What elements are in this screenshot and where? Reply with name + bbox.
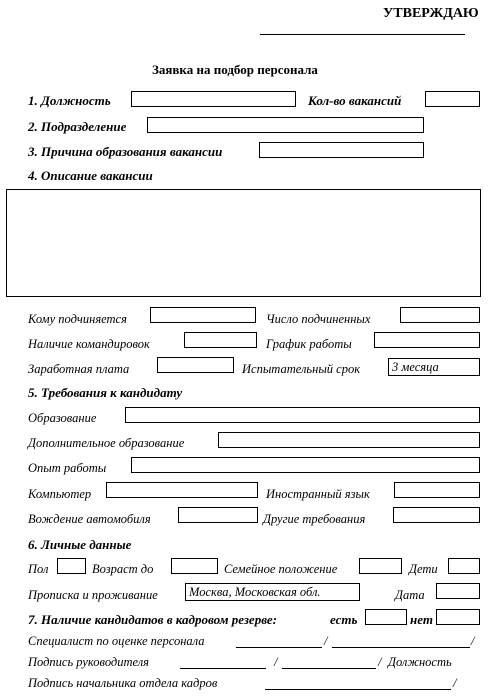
subordinates-field[interactable]	[400, 307, 480, 323]
schedule-field[interactable]	[374, 332, 480, 348]
vacancies-count-label: Кол-во вакансий	[308, 93, 402, 108]
position-label: 1. Должность	[28, 93, 111, 108]
marital-status-label: Семейное положение	[224, 562, 338, 576]
vacancies-count-field[interactable]	[425, 91, 480, 107]
education-label: Образование	[28, 411, 97, 425]
residence-field[interactable]: Москва, Московская обл.	[185, 583, 360, 601]
foreign-language-label: Иностранный язык	[266, 487, 370, 501]
salary-label: Заработная плата	[28, 362, 130, 376]
head-signature-line[interactable]	[180, 668, 266, 669]
hr-head-signature-label: Подпись начальника отдела кадров	[28, 676, 218, 690]
driving-label: Вождение автомобиля	[28, 512, 151, 526]
personal-data-label: 6. Личные данные	[28, 537, 132, 552]
form-title: Заявка на подбор персонала	[152, 62, 318, 77]
probation-label: Испытательный срок	[242, 362, 361, 376]
children-label: Дети	[409, 562, 438, 576]
slash-separator: /	[453, 676, 457, 690]
residence-label: Прописка и проживание	[28, 588, 158, 602]
specialist-name-line[interactable]	[236, 647, 322, 648]
computer-label: Компьютер	[28, 487, 92, 501]
sex-field[interactable]	[57, 558, 86, 574]
slash-separator: /	[324, 634, 328, 648]
department-field[interactable]	[147, 117, 424, 133]
candidate-requirements-label: 5. Требования к кандидату	[28, 385, 183, 400]
specialist-label: Специалист по оценке персонала	[28, 634, 205, 648]
experience-label: Опыт работы	[28, 461, 107, 475]
reserve-no-field[interactable]	[436, 609, 480, 625]
vacancy-reason-field[interactable]	[259, 142, 424, 158]
vacancy-reason-label: 3. Причина образования вакансии	[28, 144, 223, 159]
children-field[interactable]	[448, 558, 480, 574]
business-trips-label: Наличие командировок	[28, 337, 150, 351]
position-title-label: Должность	[388, 655, 452, 669]
slash-separator: /	[274, 655, 278, 669]
extra-education-field[interactable]	[218, 432, 480, 448]
date-field[interactable]	[436, 583, 480, 599]
subordinates-label: Число подчиненных	[266, 312, 371, 326]
department-label: 2. Подразделение	[28, 119, 127, 134]
specialist-signature-line[interactable]	[332, 647, 470, 648]
reports-to-label: Кому подчиняется	[28, 312, 127, 326]
driving-field[interactable]	[178, 507, 258, 523]
vacancy-description-area[interactable]	[6, 189, 481, 297]
date-label: Дата	[395, 588, 425, 602]
approve-label: УТВЕРЖДАЮ	[383, 6, 479, 21]
approve-signature-line[interactable]	[260, 34, 465, 35]
head-signature-label: Подпись руководителя	[28, 655, 149, 669]
slash-separator: /	[378, 655, 382, 669]
slash-separator: /	[471, 634, 475, 648]
extra-education-label: Дополнительное образование	[28, 436, 185, 450]
reserve-yes-field[interactable]	[365, 609, 407, 625]
marital-status-field[interactable]	[359, 558, 402, 574]
age-to-label: Возраст до	[92, 562, 154, 576]
salary-field[interactable]	[157, 357, 234, 373]
vacancy-description-label: 4. Описание вакансии	[28, 168, 153, 183]
head-name-line[interactable]	[282, 668, 376, 669]
reserve-yes-label: есть	[330, 612, 358, 627]
reserve-no-label: нет	[410, 612, 433, 627]
other-requirements-label: Другие требования	[263, 512, 366, 526]
hr-head-signature-line[interactable]	[265, 689, 451, 690]
probation-field[interactable]: 3 месяца	[388, 358, 480, 376]
business-trips-field[interactable]	[184, 332, 257, 348]
sex-label: Пол	[28, 562, 49, 576]
schedule-label: График работы	[266, 337, 352, 351]
age-to-field[interactable]	[171, 558, 218, 574]
other-requirements-field[interactable]	[393, 507, 480, 523]
experience-field[interactable]	[131, 457, 480, 473]
computer-field[interactable]	[106, 482, 258, 498]
reports-to-field[interactable]	[150, 307, 256, 323]
reserve-candidates-label: 7. Наличие кандидатов в кадровом резерве:	[28, 612, 277, 627]
education-field[interactable]	[125, 407, 480, 423]
foreign-language-field[interactable]	[394, 482, 480, 498]
position-field[interactable]	[131, 91, 296, 107]
